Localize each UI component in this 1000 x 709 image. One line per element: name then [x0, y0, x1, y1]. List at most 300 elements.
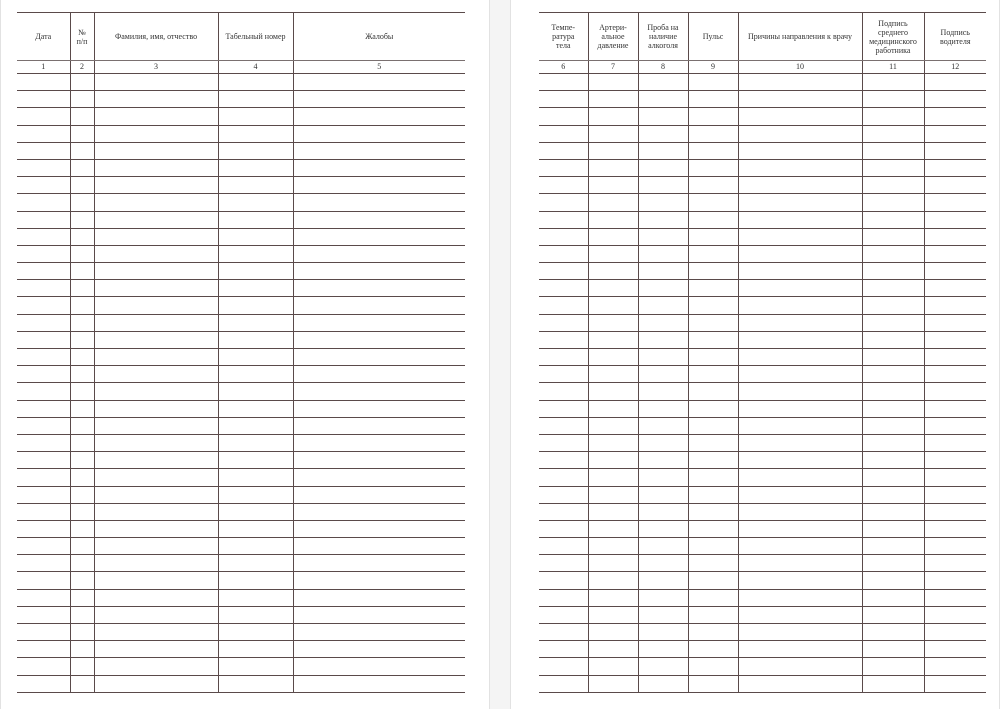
column-number: 12	[924, 61, 986, 74]
journal-cell	[17, 245, 70, 262]
journal-cell	[94, 469, 218, 486]
journal-cell	[862, 349, 924, 366]
journal-cell	[17, 572, 70, 589]
journal-cell	[588, 675, 638, 692]
column-number: 6	[539, 61, 588, 74]
journal-cell	[738, 263, 862, 280]
journal-cell	[638, 263, 688, 280]
journal-cell	[293, 641, 465, 658]
journal-cell	[218, 555, 293, 572]
journal-row	[17, 486, 465, 503]
journal-cell	[218, 349, 293, 366]
journal-cell	[94, 658, 218, 675]
journal-cell	[688, 91, 738, 108]
journal-cell	[588, 503, 638, 520]
journal-cell	[539, 280, 588, 297]
journal-cell	[862, 74, 924, 91]
journal-cell	[924, 658, 986, 675]
journal-cell	[638, 589, 688, 606]
journal-cell	[539, 503, 588, 520]
journal-cell	[588, 452, 638, 469]
journal-cell	[688, 108, 738, 125]
journal-cell	[17, 486, 70, 503]
journal-cell	[924, 314, 986, 331]
journal-row	[539, 675, 986, 692]
journal-cell	[218, 606, 293, 623]
journal-cell	[862, 503, 924, 520]
journal-cell	[17, 538, 70, 555]
journal-row	[539, 503, 986, 520]
journal-cell	[588, 228, 638, 245]
journal-cell	[738, 177, 862, 194]
journal-row	[539, 572, 986, 589]
journal-cell	[638, 211, 688, 228]
journal-cell	[924, 417, 986, 434]
journal-row	[539, 452, 986, 469]
journal-cell	[738, 280, 862, 297]
journal-cell	[94, 572, 218, 589]
journal-cell	[862, 159, 924, 176]
journal-cell	[588, 486, 638, 503]
journal-cell	[688, 159, 738, 176]
journal-cell	[94, 314, 218, 331]
journal-row	[17, 658, 465, 675]
journal-cell	[539, 452, 588, 469]
journal-cell	[218, 280, 293, 297]
journal-cell	[638, 641, 688, 658]
journal-cell	[688, 572, 738, 589]
journal-cell	[924, 91, 986, 108]
journal-cell	[738, 658, 862, 675]
journal-cell	[70, 400, 94, 417]
journal-cell	[924, 624, 986, 641]
journal-cell	[588, 263, 638, 280]
journal-cell	[862, 538, 924, 555]
journal-cell	[539, 349, 588, 366]
journal-cell	[70, 606, 94, 623]
journal-cell	[738, 572, 862, 589]
column-number-row	[17, 61, 465, 74]
journal-cell	[638, 675, 688, 692]
journal-cell	[70, 245, 94, 262]
journal-cell	[638, 434, 688, 451]
journal-cell	[688, 486, 738, 503]
journal-cell	[638, 469, 688, 486]
journal-cell	[218, 91, 293, 108]
journal-cell	[218, 589, 293, 606]
journal-cell	[638, 194, 688, 211]
journal-cell	[94, 452, 218, 469]
journal-cell	[862, 486, 924, 503]
journal-cell	[293, 624, 465, 641]
journal-cell	[293, 74, 465, 91]
journal-row	[17, 589, 465, 606]
journal-cell	[293, 211, 465, 228]
journal-cell	[293, 400, 465, 417]
journal-cell	[70, 417, 94, 434]
journal-cell	[94, 74, 218, 91]
journal-cell	[94, 520, 218, 537]
journal-cell	[688, 280, 738, 297]
journal-cell	[218, 417, 293, 434]
journal-cell	[218, 297, 293, 314]
journal-cell	[638, 280, 688, 297]
journal-cell	[738, 194, 862, 211]
journal-cell	[539, 125, 588, 142]
journal-cell	[70, 314, 94, 331]
journal-cell	[17, 641, 70, 658]
journal-row	[17, 228, 465, 245]
journal-cell	[70, 675, 94, 692]
journal-cell	[924, 263, 986, 280]
journal-cell	[588, 400, 638, 417]
journal-cell	[539, 538, 588, 555]
journal-cell	[588, 469, 638, 486]
journal-cell	[539, 589, 588, 606]
journal-row	[17, 675, 465, 692]
journal-cell	[539, 520, 588, 537]
journal-cell	[638, 91, 688, 108]
journal-cell	[924, 74, 986, 91]
journal-cell	[539, 91, 588, 108]
journal-cell	[862, 331, 924, 348]
column-header-body-temperature: Темпе- ратура тела	[539, 13, 588, 61]
journal-cell	[218, 74, 293, 91]
journal-cell	[862, 572, 924, 589]
journal-cell	[588, 589, 638, 606]
journal-cell	[539, 572, 588, 589]
column-header-complaints: Жалобы	[293, 13, 465, 61]
column-number: 5	[293, 61, 465, 74]
journal-cell	[70, 263, 94, 280]
journal-cell	[293, 538, 465, 555]
journal-cell	[688, 331, 738, 348]
journal-cell	[94, 211, 218, 228]
journal-row	[17, 331, 465, 348]
journal-cell	[94, 624, 218, 641]
journal-table-left	[17, 12, 465, 693]
journal-row	[539, 263, 986, 280]
journal-cell	[638, 538, 688, 555]
journal-cell	[70, 452, 94, 469]
journal-cell	[539, 606, 588, 623]
journal-cell	[688, 314, 738, 331]
journal-cell	[17, 658, 70, 675]
journal-row	[539, 211, 986, 228]
journal-cell	[924, 159, 986, 176]
journal-cell	[862, 108, 924, 125]
journal-cell	[293, 263, 465, 280]
journal-cell	[588, 434, 638, 451]
journal-cell	[688, 297, 738, 314]
journal-cell	[924, 469, 986, 486]
journal-cell	[70, 624, 94, 641]
journal-cell	[293, 383, 465, 400]
journal-cell	[218, 520, 293, 537]
journal-row	[539, 331, 986, 348]
journal-cell	[218, 486, 293, 503]
journal-cell	[293, 314, 465, 331]
journal-row	[539, 520, 986, 537]
journal-row	[17, 91, 465, 108]
journal-cell	[862, 366, 924, 383]
column-number: 9	[688, 61, 738, 74]
journal-cell	[588, 520, 638, 537]
journal-cell	[539, 383, 588, 400]
journal-cell	[862, 314, 924, 331]
journal-cell	[862, 245, 924, 262]
journal-cell	[862, 641, 924, 658]
column-header-referral-reasons: Причины направления к врачу	[738, 13, 862, 61]
journal-cell	[218, 383, 293, 400]
journal-cell	[638, 503, 688, 520]
journal-cell	[293, 503, 465, 520]
journal-cell	[588, 417, 638, 434]
journal-cell	[70, 555, 94, 572]
journal-cell	[94, 383, 218, 400]
journal-cell	[293, 589, 465, 606]
journal-cell	[588, 74, 638, 91]
journal-cell	[738, 74, 862, 91]
journal-cell	[688, 349, 738, 366]
journal-cell	[638, 417, 688, 434]
journal-cell	[539, 194, 588, 211]
journal-cell	[924, 142, 986, 159]
journal-cell	[588, 108, 638, 125]
column-number: 7	[588, 61, 638, 74]
journal-cell	[218, 572, 293, 589]
journal-cell	[862, 624, 924, 641]
journal-cell	[924, 503, 986, 520]
journal-cell	[70, 74, 94, 91]
journal-cell	[94, 228, 218, 245]
journal-cell	[924, 486, 986, 503]
journal-cell	[588, 211, 638, 228]
journal-cell	[638, 486, 688, 503]
journal-cell	[94, 486, 218, 503]
journal-cell	[638, 159, 688, 176]
journal-cell	[293, 125, 465, 142]
journal-cell	[738, 159, 862, 176]
journal-cell	[738, 245, 862, 262]
journal-cell	[539, 469, 588, 486]
journal-cell	[688, 555, 738, 572]
journal-cell	[70, 91, 94, 108]
journal-cell	[539, 400, 588, 417]
journal-cell	[94, 331, 218, 348]
journal-cell	[638, 108, 688, 125]
journal-cell	[70, 572, 94, 589]
journal-row	[17, 211, 465, 228]
journal-cell	[924, 125, 986, 142]
journal-cell	[688, 228, 738, 245]
journal-cell	[862, 91, 924, 108]
journal-cell	[638, 349, 688, 366]
column-number-row	[539, 61, 986, 74]
journal-row	[539, 434, 986, 451]
journal-cell	[70, 177, 94, 194]
journal-cell	[588, 366, 638, 383]
journal-cell	[17, 74, 70, 91]
journal-row	[17, 297, 465, 314]
journal-row	[17, 572, 465, 589]
journal-cell	[638, 572, 688, 589]
journal-cell	[924, 280, 986, 297]
journal-cell	[293, 572, 465, 589]
journal-row	[539, 383, 986, 400]
column-number: 2	[70, 61, 94, 74]
journal-cell	[70, 469, 94, 486]
journal-cell	[638, 520, 688, 537]
journal-cell	[924, 452, 986, 469]
journal-row	[539, 245, 986, 262]
journal-cell	[638, 228, 688, 245]
journal-cell	[293, 675, 465, 692]
journal-cell	[862, 520, 924, 537]
journal-cell	[588, 194, 638, 211]
journal-cell	[539, 675, 588, 692]
journal-cell	[70, 434, 94, 451]
journal-cell	[218, 641, 293, 658]
journal-cell	[638, 125, 688, 142]
journal-row	[539, 658, 986, 675]
journal-cell	[94, 675, 218, 692]
journal-cell	[588, 142, 638, 159]
journal-cell	[94, 194, 218, 211]
journal-row	[539, 606, 986, 623]
journal-cell	[924, 211, 986, 228]
journal-row	[17, 641, 465, 658]
journal-cell	[539, 434, 588, 451]
journal-cell	[738, 108, 862, 125]
journal-cell	[924, 194, 986, 211]
journal-cell	[738, 417, 862, 434]
journal-cell	[688, 211, 738, 228]
journal-body-left	[17, 74, 465, 693]
journal-cell	[638, 177, 688, 194]
journal-cell	[688, 400, 738, 417]
journal-cell	[293, 91, 465, 108]
journal-cell	[738, 675, 862, 692]
journal-cell	[218, 211, 293, 228]
journal-cell	[17, 297, 70, 314]
journal-cell	[738, 91, 862, 108]
journal-cell	[218, 675, 293, 692]
journal-cell	[94, 349, 218, 366]
journal-cell	[539, 624, 588, 641]
journal-cell	[94, 142, 218, 159]
journal-cell	[924, 434, 986, 451]
journal-cell	[638, 297, 688, 314]
journal-cell	[924, 177, 986, 194]
column-header-blood-pressure: Артери- альное давление	[588, 13, 638, 61]
journal-cell	[862, 177, 924, 194]
journal-cell	[638, 74, 688, 91]
left-page	[0, 0, 490, 709]
journal-cell	[588, 572, 638, 589]
journal-cell	[17, 108, 70, 125]
journal-cell	[70, 658, 94, 675]
journal-cell	[924, 228, 986, 245]
journal-cell	[738, 349, 862, 366]
journal-cell	[738, 125, 862, 142]
journal-cell	[17, 366, 70, 383]
journal-cell	[862, 400, 924, 417]
journal-cell	[94, 434, 218, 451]
journal-row	[17, 469, 465, 486]
journal-row	[539, 74, 986, 91]
journal-cell	[293, 194, 465, 211]
journal-cell	[588, 280, 638, 297]
journal-cell	[688, 520, 738, 537]
column-number: 3	[94, 61, 218, 74]
journal-cell	[688, 503, 738, 520]
journal-cell	[688, 125, 738, 142]
journal-cell	[588, 555, 638, 572]
journal-cell	[17, 331, 70, 348]
journal-cell	[588, 314, 638, 331]
journal-cell	[638, 555, 688, 572]
journal-cell	[738, 469, 862, 486]
column-number: 11	[862, 61, 924, 74]
journal-row	[539, 400, 986, 417]
journal-cell	[218, 400, 293, 417]
journal-cell	[539, 74, 588, 91]
journal-cell	[588, 125, 638, 142]
journal-cell	[924, 538, 986, 555]
journal-row	[17, 606, 465, 623]
journal-cell	[738, 331, 862, 348]
journal-cell	[638, 624, 688, 641]
journal-cell	[738, 503, 862, 520]
journal-cell	[862, 142, 924, 159]
journal-cell	[688, 245, 738, 262]
journal-cell	[738, 400, 862, 417]
journal-cell	[588, 641, 638, 658]
journal-cell	[588, 297, 638, 314]
journal-cell	[293, 331, 465, 348]
journal-cell	[688, 641, 738, 658]
journal-row	[539, 469, 986, 486]
journal-cell	[218, 314, 293, 331]
journal-cell	[293, 349, 465, 366]
journal-cell	[738, 434, 862, 451]
journal-cell	[70, 194, 94, 211]
journal-cell	[862, 589, 924, 606]
journal-row	[17, 74, 465, 91]
journal-row	[17, 366, 465, 383]
journal-cell	[539, 331, 588, 348]
journal-cell	[738, 641, 862, 658]
journal-cell	[638, 366, 688, 383]
journal-cell	[17, 383, 70, 400]
journal-cell	[218, 434, 293, 451]
journal-cell	[862, 297, 924, 314]
journal-cell	[862, 675, 924, 692]
header-row	[17, 13, 465, 61]
journal-cell	[924, 383, 986, 400]
journal-cell	[638, 383, 688, 400]
journal-row	[539, 280, 986, 297]
journal-cell	[638, 658, 688, 675]
journal-cell	[862, 469, 924, 486]
journal-cell	[94, 555, 218, 572]
journal-row	[539, 108, 986, 125]
journal-cell	[688, 589, 738, 606]
journal-row	[17, 538, 465, 555]
journal-cell	[539, 159, 588, 176]
header-row	[539, 13, 986, 61]
